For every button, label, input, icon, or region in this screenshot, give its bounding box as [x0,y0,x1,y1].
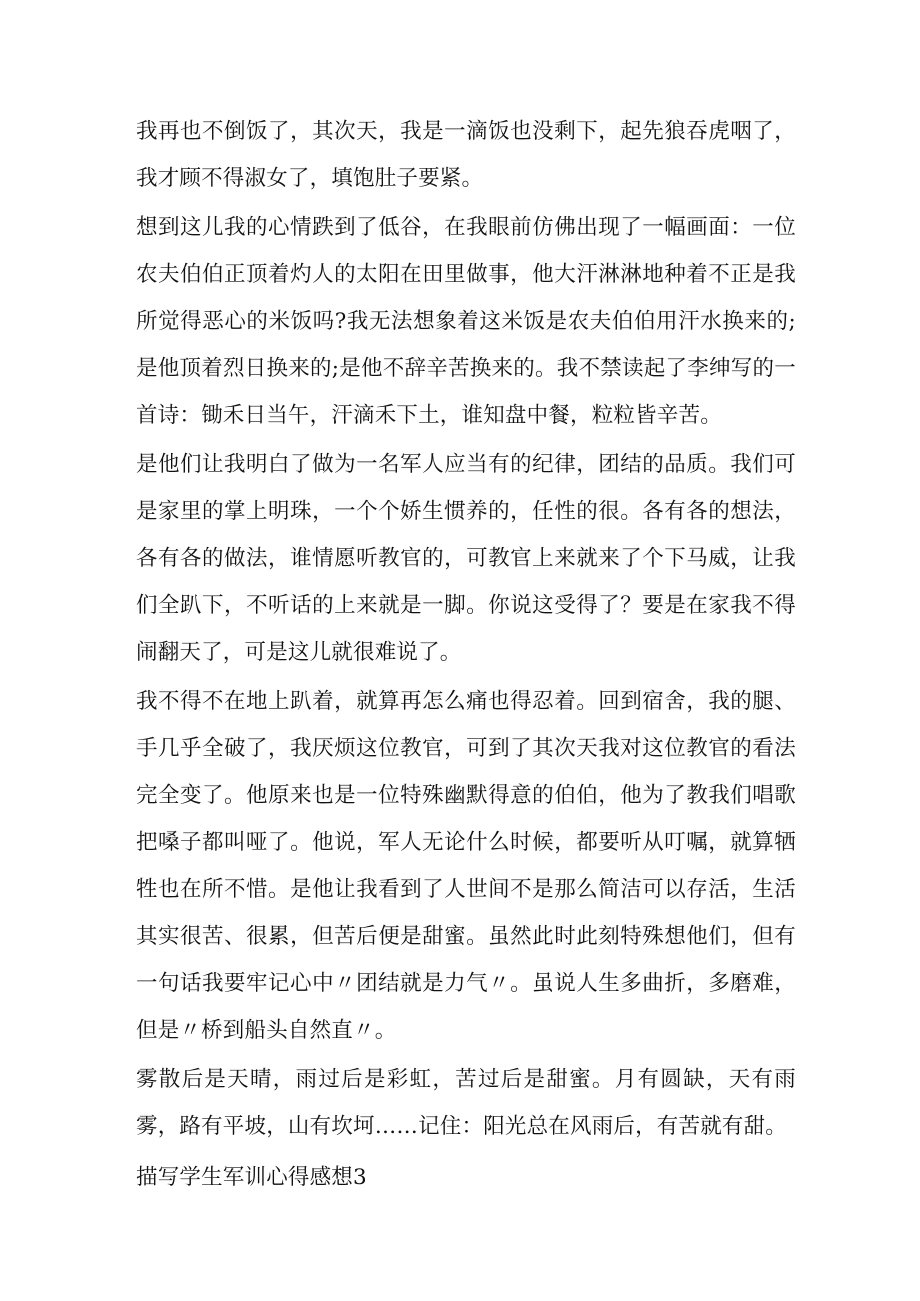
document-body [136,108,796,1203]
paragraph-5: 雾散后是天晴，雨过后是彩虹，苦过后是甜蜜。月有圆缺，天有雨雾，路有平坡，山有坎坷……记住：阳光总在风雨后，有苦就有甜。 [136,1067,796,1139]
paragraph-4: 我不得不在地上趴着，就算再怎么痛也得忍着。回到宿舍，我的腿、手几乎全破了，我厌烦这位教官，可到了其次天我对这位教官的看法完全变了。他原来也是一位特殊幽默得意的伯伯，他为了教我们唱歌把嗓子都叫哑了。他说，军人无论什么时候，都要听从叮嘱，就算牺牲也在所不惜。是他让我看到了人世间不是那么简洁可以存活，生活其实很苦、很累，但苦后便是甜蜜。虽然此时此刻特殊想他们，但有一句话我要牢记心中〃团结就是力气〃。虽说人生多曲折，多磨难，但是〃桥到船头自然直〃。 [136,689,796,1043]
paragraph-1: 我再也不倒饭了，其次天，我是一滴饭也没剩下，起先狼吞虎咽了，我才顾不得淑女了，填饱肚子要紧。 [136,119,796,191]
paragraph-3: 是他们让我明白了做为一名军人应当有的纪律，团结的品质。我们可是家里的掌上明珠，一个个娇生惯养的，任性的很。各有各的想法，各有各的做法，谁情愿听教官的，可教官上来就来了个下马威，让我们全趴下，不听话的上来就是一脚。你说这受得了？要是在家我不得闹翻天了，可是这儿就很难说了。 [136,452,796,665]
section-heading: 描写学生军训心得感想3 [136,1165,367,1190]
paragraph-2: 想到这儿我的心情跌到了低谷，在我眼前仿佛出现了一幅画面：一位农夫伯伯正顶着灼人的太阳在田里做事，他大汗淋淋地种着不正是我所觉得恶心的米饭吗?我无法想象着这米饭是农夫伯伯用汗水换来的;是他顶着烈日换来的;是他不辞辛苦换来的。我不禁读起了李绅写的一首诗：锄禾日当午，汗滴禾下土，谁知盘中餐，粒粒皆辛苦。 [136,215,796,428]
